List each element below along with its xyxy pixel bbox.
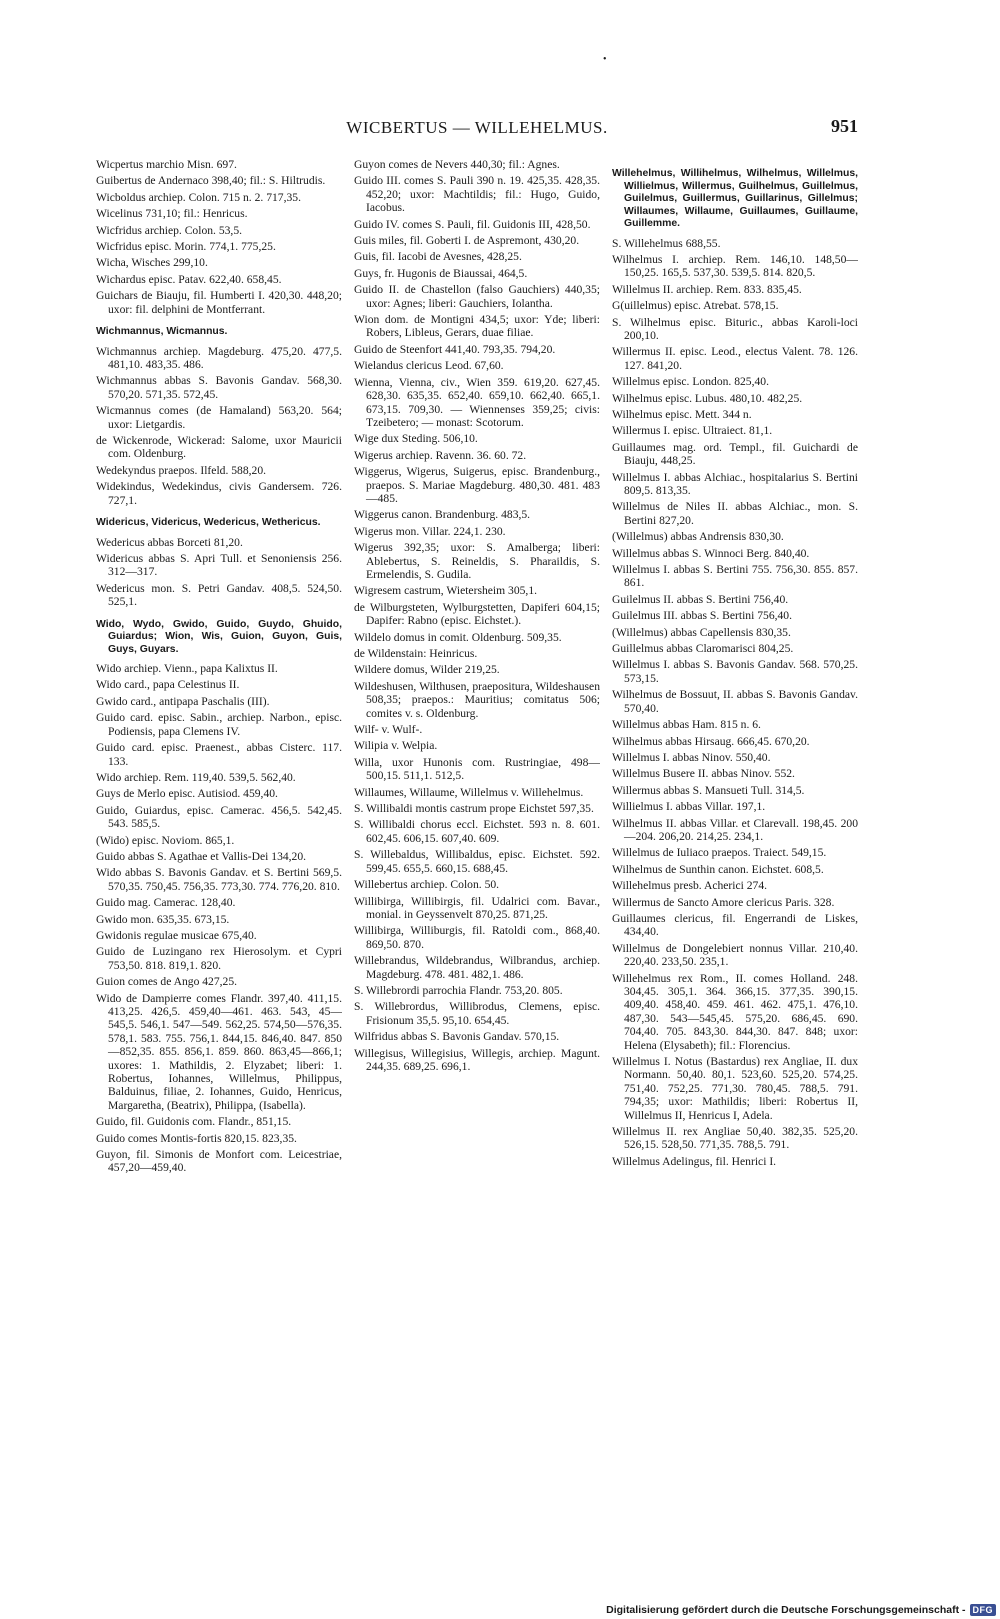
running-title: WICBERTUS — WILLEHELMUS. bbox=[346, 118, 608, 137]
index-entry: Guido de Luzingano rex Hierosolym. et Cypri 753,50. 818. 819,1. 820. bbox=[96, 945, 342, 972]
index-entry: Guillaumes mag. ord. Templ., fil. Guichardi de Biauju, 448,25. bbox=[612, 440, 858, 468]
index-entry: de Wilburgsteten, Wylburgstetten, Dapiferi 604,15; Dapifer: Rabno (episc. Eichstet.). bbox=[354, 600, 600, 628]
index-entry: (Willelmus) abbas Capellensis 830,35. bbox=[612, 625, 791, 639]
page-number: 951 bbox=[831, 116, 858, 136]
index-entry: Willermus de Sancto Amore clericus Paris. 328. bbox=[612, 895, 835, 909]
index-entry: Willermus II. episc. Leod., electus Valent. 78. 126. 127. 841,20. bbox=[612, 345, 858, 372]
index-entry: Wiggerus canon. Brandenburg. 483,5. bbox=[354, 508, 531, 522]
index-entry: S. Willebaldus, Willibaldus, episc. Eichstet. 592. 599,45. 655,5. 660,15. 688,45. bbox=[354, 848, 600, 875]
index-entry: de Wickenrode, Wickerad: Salome, uxor Mauricii com. Oldenburg. bbox=[96, 434, 342, 461]
index-entry: Wiggerus, Wigerus, Suigerus, episc. Brandenburg., praepos. S. Mariae Magdeburg. 480,30. 481. 483—485. bbox=[354, 465, 600, 505]
index-entry: Wicpertus marchio Misn. 697. bbox=[96, 158, 237, 171]
index-entry: Guido, Guiardus, episc. Camerac. 456,5. 542,45. 543. 585,5. bbox=[96, 803, 342, 831]
index-entry: Willebrandus, Wildebrandus, Wilbrandus, archiep. Magdeburg. 478. 481. 482,1. 486. bbox=[354, 954, 600, 981]
index-entry: Guys de Merlo episc. Autisiod. 459,40. bbox=[96, 787, 278, 801]
index-entry: Guyon, fil. Simonis de Monfort com. Leicestriae, 457,20—459,40. bbox=[96, 1148, 342, 1175]
index-entry: Willelmus I. abbas S. Bertini 755. 756,30. 855. 857. 861. bbox=[612, 563, 858, 590]
index-heading: Wichmannus, Wicmannus. bbox=[96, 326, 228, 338]
index-entry: Guido de Steenfort 441,40. 793,35. 794,20. bbox=[354, 342, 556, 356]
index-entry: (Wido) episc. Noviom. 865,1. bbox=[96, 833, 235, 847]
index-entry: Willelmus I. abbas Ninov. 550,40. bbox=[612, 750, 771, 764]
index-entry: G(uillelmus) episc. Atrebat. 578,15. bbox=[612, 299, 779, 313]
index-entry: Guichars de Biauju, fil. Humberti I. 420,30. 448,20; uxor: fil. delphini de Montferrant. bbox=[96, 289, 342, 316]
index-entry: Guis, fil. Iacobi de Avesnes, 428,25. bbox=[354, 250, 522, 264]
index-entry: Wido archiep. Rem. 119,40. 539,5. 562,40. bbox=[96, 770, 296, 784]
index-entry: Willelmus episc. London. 825,40. bbox=[612, 375, 769, 389]
index-entry: Guido mag. Camerac. 128,40. bbox=[96, 896, 236, 910]
index-entry: Wilhelmus II. abbas Villar. et Clarevall. 198,45. 200—204. 206,20. 214,25. 234,1. bbox=[612, 816, 858, 843]
index-entry: Willelmus abbas S. Winnoci Berg. 840,40. bbox=[612, 546, 810, 560]
index-entry: Willelmus Busere II. abbas Ninov. 552. bbox=[612, 767, 795, 781]
index-entry: Gwido mon. 635,35. 673,15. bbox=[96, 912, 230, 926]
index-entry: Guys, fr. Hugonis de Biaussai, 464,5. bbox=[354, 266, 528, 280]
index-column-left bbox=[96, 158, 342, 1458]
index-entry: Guido abbas S. Agathae et Vallis-Dei 134,20. bbox=[96, 849, 307, 863]
index-entry: Guido IV. comes S. Pauli, fil. Guidonis III, 428,50. bbox=[354, 217, 591, 231]
index-entry: Guido card. episc. Praenest., abbas Cisterc. 117. 133. bbox=[96, 741, 342, 768]
index-entry: S. Willehelmus 688,55. bbox=[612, 236, 721, 250]
index-column-middle bbox=[354, 158, 600, 1458]
index-column-right bbox=[612, 158, 858, 1458]
index-entry: Willa, uxor Hunonis com. Rustringiae, 498—500,15. 511,1. 512,5. bbox=[354, 755, 600, 783]
footer-text: Digitalisierung gefördert durch die Deutsche Forschungsgemeinschaft - bbox=[606, 1603, 966, 1616]
page-header bbox=[96, 116, 858, 142]
index-entry: Willegisus, Willegisius, Willegis, archiep. Magunt. 244,35. 689,25. 696,1. bbox=[354, 1046, 600, 1073]
index-entry: Wilhelmus episc. Lubus. 480,10. 482,25. bbox=[612, 391, 803, 405]
index-entry: Willelmus de Iuliaco praepos. Traiect. 549,15. bbox=[612, 846, 827, 860]
index-entry: Willehelmus presb. Acherici 274. bbox=[612, 879, 768, 893]
index-entry: Wicelinus 731,10; fil.: Henricus. bbox=[96, 207, 248, 221]
index-entry: Wienna, Vienna, civ., Wien 359. 619,20. 627,45. 628,30. 635,35. 652,40. 659,10. 662,40. 665,1. 673,15. 709,30. — Wiennenses 359,25; civis: Tzeibetero; — monast: Scotorum. bbox=[354, 375, 600, 429]
index-entry: Widekindus, Wedekindus, civis Gandersem. 726. 727,1. bbox=[96, 480, 342, 507]
index-entry: (Willelmus) abbas Andrensis 830,30. bbox=[612, 530, 784, 544]
index-entry: S. Willebrordus, Willibrodus, Clemens, episc. Frisionum 35,5. 95,10. 654,45. bbox=[354, 1000, 600, 1027]
dfg-logo: DFG bbox=[970, 1604, 997, 1616]
index-entry: Wilhelmus I. archiep. Rem. 146,10. 148,50—150,25. 165,5. 537,30. 539,5. 814. 820,5. bbox=[612, 252, 858, 280]
index-entry: Wilhelmus de Sunthin canon. Eichstet. 608,5. bbox=[612, 862, 824, 876]
index-entry: Willelmus II. archiep. Rem. 833. 835,45. bbox=[612, 282, 802, 296]
index-entry: Wigerus mon. Villar. 224,1. 230. bbox=[354, 524, 506, 538]
index-entry: Wilhelmus episc. Mett. 344 n. bbox=[612, 407, 752, 421]
index-entry: Guido card. episc. Sabin., archiep. Narbon., episc. Podiensis, papa Clemens IV. bbox=[96, 711, 342, 738]
index-entry: Wicmannus comes (de Hamaland) 563,20. 564; uxor: Lietgardis. bbox=[96, 404, 342, 431]
index-entry: Wion dom. de Montigni 434,5; uxor: Yde; liberi: Robers, Libleus, Gerars, duae filiae. bbox=[354, 313, 600, 340]
index-entry: Willibirga, Williburgis, fil. Ratoldi com., 868,40. 869,50. 870. bbox=[354, 924, 600, 951]
index-entry: Willaumes, Willaume, Willelmus v. Willehelmus. bbox=[354, 785, 584, 799]
index-entry: Wido card., papa Celestinus II. bbox=[96, 678, 240, 692]
index-entry: Wicha, Wisches 299,10. bbox=[96, 256, 208, 270]
index-entry: Wilipia v. Welpia. bbox=[354, 739, 438, 753]
index-entry: Willelmus II. rex Angliae 50,40. 382,35. 525,20. 526,15. 528,50. 771,35. 788,5. 791. bbox=[612, 1125, 858, 1152]
index-entry: Guibertus de Andernaco 398,40; fil.: S. Hiltrudis. bbox=[96, 174, 326, 188]
index-entry: Willelmus de Niles II. abbas Alchiac., mon. S. Bertini 827,20. bbox=[612, 500, 858, 527]
index-entry: Willelmus abbas Ham. 815 n. 6. bbox=[612, 718, 761, 732]
index-entry: Willelmus Adelingus, fil. Henrici I. bbox=[612, 1154, 777, 1168]
index-entry: Guido comes Montis-fortis 820,15. 823,35. bbox=[96, 1131, 297, 1145]
index-entry: Guilelmus III. abbas S. Bertini 756,40. bbox=[612, 609, 793, 623]
index-entry: Willelmus I. abbas S. Bavonis Gandav. 568. 570,25. 573,15. bbox=[612, 658, 858, 685]
index-entry: Wigresem castrum, Wietersheim 305,1. bbox=[354, 584, 538, 598]
index-entry: Guilelmus II. abbas S. Bertini 756,40. bbox=[612, 592, 789, 606]
index-entry: S. Willibaldi chorus eccl. Eichstet. 593 n. 8. 601. 602,45. 606,15. 607,40. 609. bbox=[354, 818, 600, 845]
index-entry: Willelmus de Dongelebiert nonnus Villar. 210,40. 220,40. 233,50. 235,1. bbox=[612, 941, 858, 969]
index-entry: Guion comes de Ango 427,25. bbox=[96, 975, 238, 989]
index-entry: Wichmannus archiep. Magdeburg. 475,20. 477,5. 481,10. 483,35. 486. bbox=[96, 344, 342, 371]
index-entry: Wildeshusen, Wilthusen, praepositura, Wildeshausen 508,35; praepos.: Mauritius; comitatus 506; comites v. s. Oldenburg. bbox=[354, 679, 600, 720]
index-entry: Wedekyndus praepos. Ilfeld. 588,20. bbox=[96, 463, 267, 477]
index-heading: Widericus, Videricus, Wedericus, Wethericus. bbox=[96, 517, 321, 529]
index-heading: Wido, Wydo, Gwido, Guido, Guydo, Ghuido, Guiardus; Wion, Wis, Guion, Guyon, Guis, Guys, Guyars. bbox=[96, 618, 342, 655]
index-entry: Widericus abbas S. Apri Tull. et Senoniensis 256. 312—317. bbox=[96, 551, 342, 579]
index-entry: Wilhelmus abbas Hirsaug. 666,45. 670,20. bbox=[612, 734, 810, 748]
index-entry: Wilf- v. Wulf-. bbox=[354, 723, 423, 737]
ink-speck: • bbox=[603, 54, 607, 65]
index-entry: Wielandus clericus Leod. 67,60. bbox=[354, 359, 504, 373]
index-entry: Wilhelmus de Bossuut, II. abbas S. Bavonis Gandav. 570,40. bbox=[612, 688, 858, 715]
index-entry: Wicfridus archiep. Colon. 53,5. bbox=[96, 223, 243, 237]
index-entry: Willibirga, Willibirgis, fil. Udalrici com. Bavar., monial. in Geyssenvelt 870,25. 871,25. bbox=[354, 894, 600, 921]
index-entry: Wildere domus, Wilder 219,25. bbox=[354, 663, 500, 677]
index-entry: Wedericus mon. S. Petri Gandav. 408,5. 524,50. 525,1. bbox=[96, 581, 342, 609]
index-entry: Wichmannus abbas S. Bavonis Gandav. 568,30. 570,20. 571,35. 572,45. bbox=[96, 374, 342, 401]
index-entry: Willebertus archiep. Colon. 50. bbox=[354, 878, 500, 892]
index-entry: Willehelmus rex Rom., II. comes Holland. 248. 304,45. 305,1. 364. 366,15. 377,35. 390,15. 409,40. 458,40. 459. 461. 462. 475,1. 476,10. 487,30. 543—545,45. 575,20. 686,45. 690. 704,40. 705. 843,30. 844,30. 847. 848; uxor: Helena (Elysabeth); fil.: Florencius. bbox=[612, 971, 858, 1052]
index-entry: Guido II. de Chastellon (falso Gauchiers) 440,35; uxor: Agnes; liberi: Gauchiers, Iolantha. bbox=[354, 283, 600, 310]
index-entry: S. Willibaldi montis castrum prope Eichstet 597,35. bbox=[354, 802, 594, 816]
index-heading: Willehelmus, Willihelmus, Wilhelmus, Willelmus, Willielmus, Willermus, Guilhelmus, Guillelmus, Guilelmus, Guillermus, Guillarinus, Gillelmus; Willaumes, Willaume, Guillaumes, Guillaume, Guillemme. bbox=[612, 168, 858, 229]
index-entry: Guyon comes de Nevers 440,30; fil.: Agnes. bbox=[354, 158, 560, 171]
index-entry: S. Willebrordi parrochia Flandr. 753,20. 805. bbox=[354, 983, 563, 997]
index-entry: Willermus abbas S. Mansueti Tull. 314,5. bbox=[612, 783, 805, 797]
index-entry: Guido III. comes S. Pauli 390 n. 19. 425,35. 428,35. 452,20; uxor: Machtildis; fil.: Hugo, Guido, Iacobus. bbox=[354, 174, 600, 215]
digitization-footer bbox=[600, 1600, 1000, 1619]
index-entry: Wedericus abbas Borceti 81,20. bbox=[96, 535, 243, 549]
index-entry: de Wildenstain: Heinricus. bbox=[354, 647, 478, 660]
index-entry: Wilfridus abbas S. Bavonis Gandav. 570,15. bbox=[354, 1030, 560, 1044]
index-entry: Wicfridus episc. Morin. 774,1. 775,25. bbox=[96, 240, 276, 254]
index-entry: Guis miles, fil. Goberti I. de Aspremont, 430,20. bbox=[354, 234, 580, 248]
index-entry: Wigerus archiep. Ravenn. 36. 60. 72. bbox=[354, 448, 527, 462]
index-entry: Guillaumes clericus, fil. Engerrandi de Liskes, 434,40. bbox=[612, 911, 858, 939]
index-entry: Guido, fil. Guidonis com. Flandr., 851,15. bbox=[96, 1115, 292, 1129]
index-entry: Wichardus episc. Patav. 622,40. 658,45. bbox=[96, 272, 282, 286]
index-entry: Wido de Dampierre comes Flandr. 397,40. 411,15. 413,25. 426,5. 459,40—461. 463. 543, 45—545,5. 546,1. 547—549. 562,25. 574,50—576,35. 578,1. 583. 755. 756,1. 844,15. 846,40. 847. 850—852,35. 855. 856,1. 859. 860. 863,45—866,1; uxores: 1. Mathildis, 2. Elyzabet; liberi: 1. Robertus, Iohannes, Willelmus, Philippus, Balduinus, filiae, 2. Iohannes, Guido, Henricus, Margaretha, (Beatrix), Philippa, (Isabella). bbox=[96, 991, 342, 1112]
index-entry: Wido abbas S. Bavonis Gandav. et S. Bertini 569,5. 570,35. 750,45. 756,35. 773,30. 774. 776,20. 810. bbox=[96, 866, 342, 893]
index-entry: Willelmus I. abbas Alchiac., hospitalarius S. Bertini 809,5. 813,35. bbox=[612, 470, 858, 497]
index-entry: Guillelmus abbas Claromarisci 804,25. bbox=[612, 642, 794, 656]
index-entry: Wido archiep. Vienn., papa Kalixtus II. bbox=[96, 662, 278, 676]
index-entry: Willelmus I. Notus (Bastardus) rex Angliae, II. dux Normann. 50,40. 80,1. 523,60. 525,20. 574,25. 751,40. 752,25. 771,30. 780,45. 788,5. 791. 794,35; uxor: Mathildis; liberi: Robertus II, Willelmus II, Henricus I, Adela. bbox=[612, 1055, 858, 1122]
index-entry: Willermus I. episc. Ultraiect. 81,1. bbox=[612, 424, 773, 438]
index-entry: Gwidonis regulae musicae 675,40. bbox=[96, 928, 257, 942]
index-entry: Wige dux Steding. 506,10. bbox=[354, 432, 478, 446]
index-entry: Wigerus 392,35; uxor: S. Amalberga; liberi: Ablebertus, S. Reineldis, S. Pharaildis, S. Ermelendis, S. Gudila. bbox=[354, 541, 600, 581]
index-entry: Wicboldus archiep. Colon. 715 n. 2. 717,35. bbox=[96, 190, 301, 204]
index-entry: Wildelo domus in comit. Oldenburg. 509,35. bbox=[354, 630, 562, 644]
index-entry: Gwido card., antipapa Paschalis (III). bbox=[96, 694, 270, 708]
index-entry: Willielmus I. abbas Villar. 197,1. bbox=[612, 800, 766, 814]
index-entry: S. Wilhelmus episc. Bituric., abbas Karoli-loci 200,10. bbox=[612, 315, 858, 342]
index-columns bbox=[96, 158, 858, 1458]
